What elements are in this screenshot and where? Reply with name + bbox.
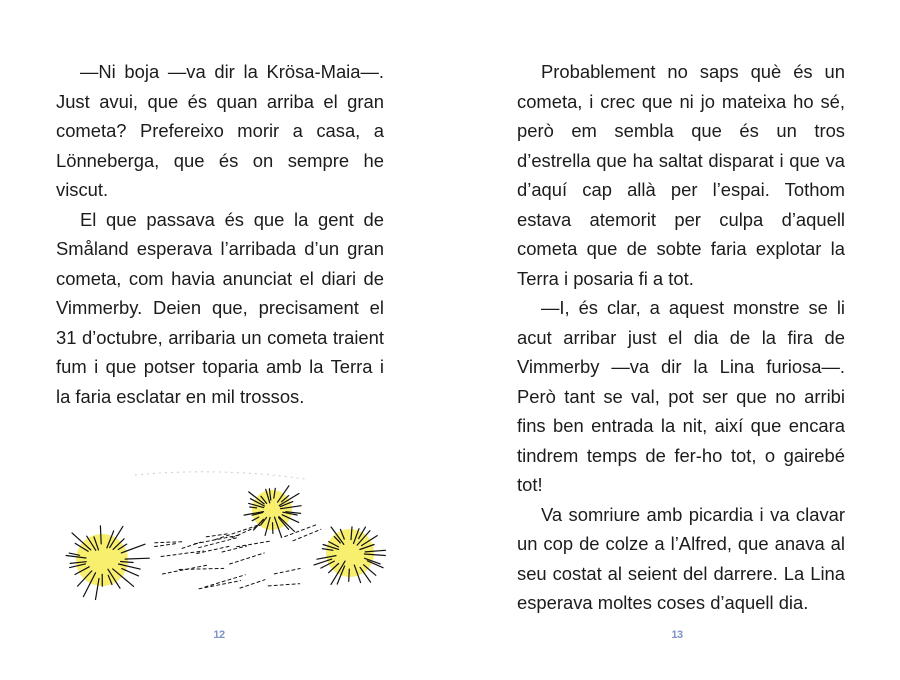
firework-streak (206, 534, 228, 537)
firework-ray (100, 526, 101, 544)
firework-streak (274, 569, 300, 574)
firework-glow (326, 529, 374, 577)
firework-ray (349, 569, 350, 581)
paragraph: —Ni boja —va dir la Krösa-Maia—. Just avui, que és quan arriba el gran cometa? Prefereixo morir a casa, a Lönneberga, que és on sempre he viscut. (56, 61, 384, 200)
right-page (450, 0, 900, 680)
paragraph: Probablement no saps què és un cometa, i crec que ni jo mateixa ho sé, però em sembla que és un tros d’estrella que ha saltat disparat i que va d’aquí cap allà per l’espai. Tothom estava atemorit per culpa d’aquell cometa que de sobte faria explotar la Terra i posaria fi a tot. (517, 61, 845, 289)
paragraph: El que passava és que la gent de Småland esperava l’arribada d’un gran cometa, com havia anunciat el diari de Vimmerby. Deien que, precisament el 31 d’octubre, arribaria un cometa traient fum i que potser toparia amb la Terra i la faria esclatar en mil trossos. (56, 208, 384, 407)
fireworks-illustration (40, 465, 400, 615)
right-page-text (517, 57, 845, 618)
firework-streak (155, 542, 184, 543)
firework-streak (230, 553, 265, 564)
firework-streak (205, 575, 245, 587)
firework-streak (155, 544, 177, 547)
faint-horizon-line (135, 472, 305, 479)
page-number: 12 (213, 629, 225, 641)
firework-ray (125, 558, 149, 559)
firework-streak (293, 529, 321, 541)
firework-streak (268, 584, 299, 586)
paragraph: Va somriure amb picardia i va clavar un cop de colze a l’Alfred, que anava al seu costat al seient del darrere. La Lina esperava moltes coses d’aquell dia. (517, 503, 845, 613)
left-page-text (56, 57, 384, 411)
firework-streak (240, 580, 265, 588)
paragraph: —I, és clar, a aquest monstre se li acut arribar just el dia de la fira de Vimmerby —va dir la Lina furiosa—. Però tant se val, pot ser que no arribi fins ben entrada la nit, així que encara tindrem temps de fer-ho tot, o gairebé tot! (517, 297, 845, 495)
firework-streak (199, 581, 241, 589)
firework-streaks (155, 525, 321, 589)
page-number: 13 (671, 629, 683, 641)
firework-streak (237, 541, 272, 547)
